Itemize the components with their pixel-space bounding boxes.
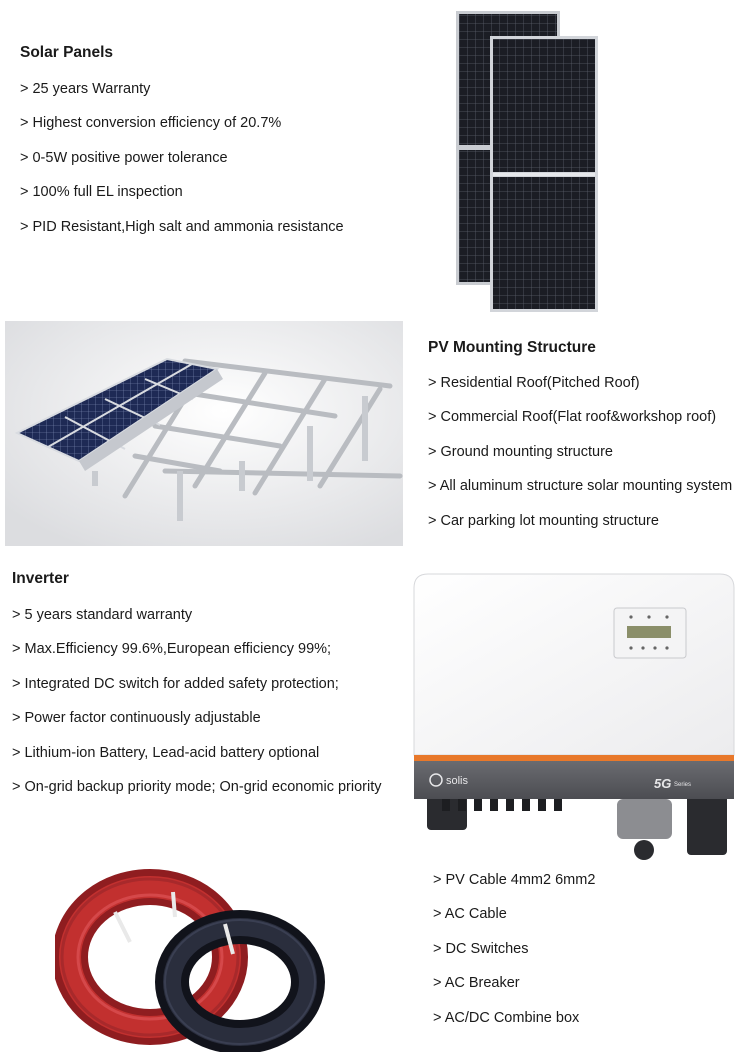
list-item: > Residential Roof(Pitched Roof) xyxy=(428,375,640,391)
cable-coils-image xyxy=(55,862,325,1052)
list-item: > 100% full EL inspection xyxy=(20,184,183,201)
list-item: > Max.Efficiency 99.6%,European efficiency 99%; xyxy=(12,641,332,658)
list-item: > On-grid backup priority mode; On-grid economic priority xyxy=(12,779,382,796)
list-item: > Power factor continuously adjustable xyxy=(12,710,261,727)
mounting-structure-image xyxy=(5,321,403,546)
list-item: > 5 years standard warranty xyxy=(12,607,193,623)
list-item: > AC Breaker xyxy=(433,975,520,992)
mounting-structure-title: PV Mounting Structure xyxy=(428,339,596,356)
brand-name: solis xyxy=(446,775,469,787)
inverter-image xyxy=(402,560,746,885)
list-item: > Integrated DC switch for added safety protection; xyxy=(12,675,339,692)
list-item: > DC Switches xyxy=(433,940,529,957)
list-item: > Ground mounting structure xyxy=(428,443,613,460)
solar-panels-title: Solar Panels xyxy=(20,44,114,61)
list-item: > PV Cable 4mm2 6mm2 xyxy=(433,872,596,888)
list-item: > PID Resistant,High salt and ammonia resistance xyxy=(20,218,344,235)
solar-panel-image xyxy=(452,8,602,313)
inverter-title: Inverter xyxy=(12,570,69,587)
list-item: > AC Cable xyxy=(433,906,507,923)
inverter-features xyxy=(12,598,382,804)
list-item: > 25 years Warranty xyxy=(20,81,151,97)
series-sub-label: Series xyxy=(674,782,692,788)
accent-stripe xyxy=(414,755,734,761)
mounting-structure-features xyxy=(428,366,732,538)
accessories-list xyxy=(433,863,595,1035)
list-item: > Car parking lot mounting structure xyxy=(428,512,659,529)
list-item: > Highest conversion efficiency of 20.7% xyxy=(20,115,282,132)
solar-panels-features xyxy=(20,72,344,244)
list-item: > Lithium-ion Battery, Lead-acid battery optional xyxy=(12,744,320,761)
list-item: > Commercial Roof(Flat roof&workshop roof) xyxy=(428,409,717,426)
list-item: > 0-5W positive power tolerance xyxy=(20,149,228,166)
series-label: 5G xyxy=(654,776,672,791)
list-item: > All aluminum structure solar mounting system xyxy=(428,478,733,495)
list-item: > AC/DC Combine box xyxy=(433,1009,580,1026)
